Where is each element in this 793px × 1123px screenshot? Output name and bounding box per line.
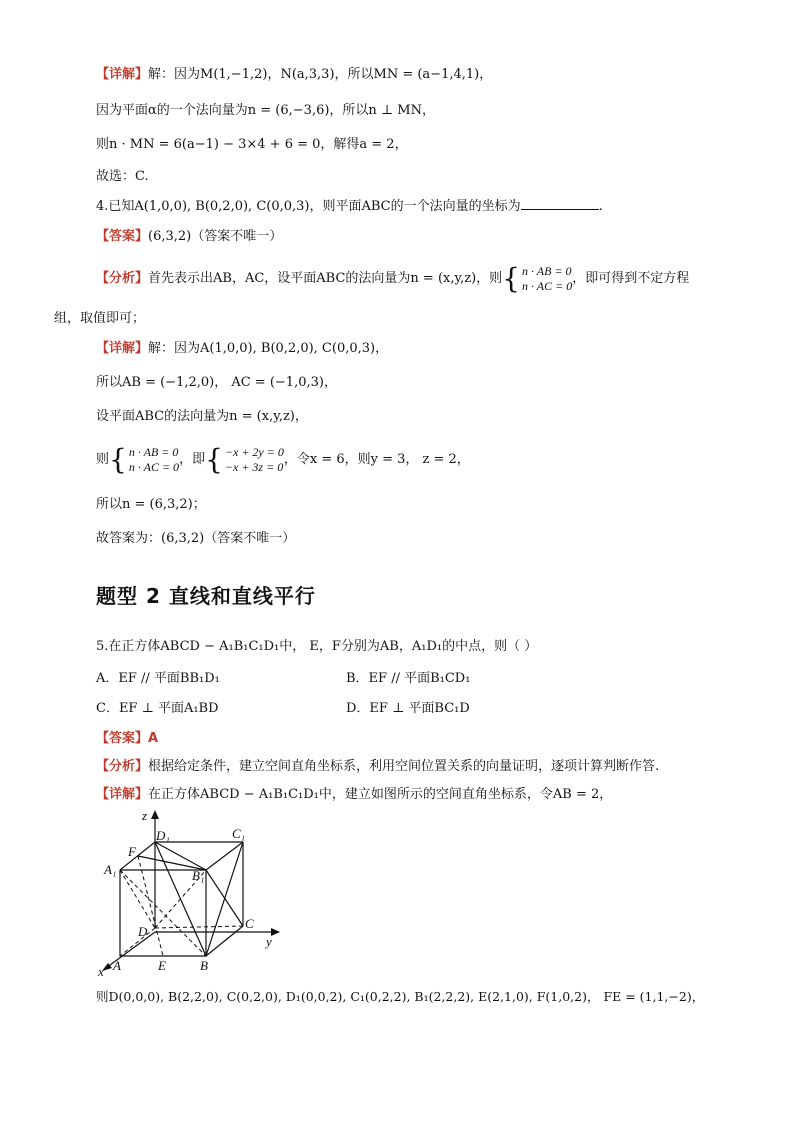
z-arrow bbox=[151, 810, 159, 819]
option-b: B．EF // 平面B₁CD₁ bbox=[346, 671, 471, 686]
answer-line bbox=[96, 730, 158, 748]
solution-line-3: 则n · MN = 6(a−1) − 3×4 + 6 = 0，解得a = 2， bbox=[96, 137, 408, 152]
label-e: E bbox=[158, 958, 166, 973]
detail-text: 在正方体ABCD − A₁B₁C₁D₁中，建立如图所示的空间直角坐标系，令AB = 2， bbox=[148, 787, 613, 802]
analysis-tail: ，即可得到不定方程 bbox=[572, 271, 690, 286]
answer-text: A bbox=[148, 731, 159, 746]
section-heading: 题型 2 直线和直线平行 bbox=[96, 584, 316, 608]
hidden-d-c bbox=[155, 926, 243, 928]
solution-text: 解：因为M(1,−1,2)，N(a,3,3)，所以MN = (a−1,4,1)， bbox=[148, 67, 493, 82]
edge-b1-c1 bbox=[206, 842, 243, 870]
label-d1: D₁ bbox=[156, 828, 170, 843]
edge-b-c bbox=[206, 926, 243, 956]
detail-text: ，即 bbox=[179, 452, 206, 467]
detail-text: ，令x = 6，则y = 3， z = 2， bbox=[283, 452, 470, 467]
equation-row: n · AC = 0 bbox=[522, 278, 573, 293]
equation-row: n · AB = 0 bbox=[128, 444, 179, 459]
analysis-wrap: 组，取值即可； bbox=[54, 311, 146, 326]
label-c1: C₁ bbox=[232, 826, 246, 841]
answer-text: (6,3,2)（答案不唯一） bbox=[148, 229, 283, 244]
label-z: z bbox=[142, 808, 148, 823]
question-4-text: 4.已知A(1,0,0), B(0,2,0), C(0,0,3)，则平面ABC的一个法向量的坐标为 bbox=[96, 199, 521, 214]
detail-line-1 bbox=[96, 340, 388, 358]
label-a: A bbox=[113, 958, 121, 973]
answer-blank bbox=[521, 196, 599, 210]
detail-text: 解：因为A(1,0,0), B(0,2,0), C(0,0,3)， bbox=[148, 341, 389, 356]
detail-tag: 【详解】 bbox=[96, 341, 149, 356]
solution-line-2: 因为平面α的一个法向量为n = (6,−3,6)，所以n ⊥ MN， bbox=[96, 103, 435, 118]
hidden-a1-d bbox=[120, 870, 155, 928]
equation-row: −x + 2y = 0 bbox=[224, 444, 284, 459]
analysis-tag: 【分析】 bbox=[96, 271, 149, 286]
label-x: x bbox=[98, 964, 104, 978]
label-d: D bbox=[138, 924, 148, 939]
equation-system: { −x + 2y = 0 −x + 3z = 0 bbox=[205, 442, 284, 476]
detail-line-5: 所以n = (6,3,2)； bbox=[96, 497, 206, 512]
coordinates-line: 则D(0,0,0), B(2,2,0), C(0,2,0), D₁(0,0,2), C₁(0,2,2), B₁(2,2,2), E(2,1,0), F(1,0,2)， FE = (1,1,−2)， bbox=[96, 989, 705, 1004]
equation-row: −x + 3z = 0 bbox=[224, 459, 284, 474]
diag-d1-b1 bbox=[155, 842, 206, 870]
label-b: B bbox=[200, 958, 208, 973]
equation-row: n · AC = 0 bbox=[128, 459, 180, 474]
equation-system: { n · AB = 0 n · AC = 0 bbox=[502, 261, 573, 295]
analysis-line bbox=[96, 758, 659, 776]
question-4-end: . bbox=[598, 199, 603, 214]
answer-tag: 【答案】 bbox=[96, 731, 149, 746]
detail-line-3: 设平面ABC的法向量为n = (x,y,z)， bbox=[96, 409, 308, 424]
option-c: C．EF ⊥ 平面A₁BD bbox=[96, 701, 219, 716]
diag-c1-b bbox=[206, 842, 243, 956]
analysis-line bbox=[96, 262, 689, 296]
label-f: F bbox=[128, 844, 136, 859]
detail-line bbox=[96, 786, 612, 804]
solution-line-1 bbox=[96, 66, 492, 84]
cube-figure bbox=[96, 808, 296, 978]
detail-line-2: 所以AB = (−1,2,0)， AC = (−1,0,3)， bbox=[96, 375, 337, 390]
option-a: A．EF // 平面BB₁D₁ bbox=[96, 671, 220, 686]
detail-line-4 bbox=[96, 442, 470, 478]
answer-line bbox=[96, 228, 282, 246]
equation-row: n · AB = 0 bbox=[522, 263, 572, 278]
question-5-stem: 5.在正方体ABCD − A₁B₁C₁D₁中， E，F分别为AB，A₁D₁的中点，则（ ） bbox=[96, 639, 538, 654]
solution-line-4: 故选：C. bbox=[96, 169, 149, 184]
question-4-stem bbox=[96, 196, 603, 216]
option-d: D．EF ⊥ 平面BC₁D bbox=[346, 701, 470, 716]
label-c: C bbox=[245, 916, 254, 931]
label-a1: A₁ bbox=[104, 862, 117, 877]
y-arrow bbox=[271, 928, 280, 936]
analysis-text: 首先表示出AB，AC，设平面ABC的法向量为n = (x,y,z)，则 bbox=[148, 271, 503, 286]
edge-a1-d1 bbox=[120, 842, 155, 870]
analysis-tag: 【分析】 bbox=[96, 759, 149, 774]
answer-tag: 【答案】 bbox=[96, 229, 149, 244]
equation-system: { n · AB = 0 n · AC = 0 bbox=[109, 442, 180, 476]
detail-text: 则 bbox=[96, 452, 110, 467]
detail-line-6: 故答案为：(6,3,2)（答案不唯一） bbox=[96, 531, 296, 546]
label-y: y bbox=[266, 934, 272, 949]
detail-tag: 【详解】 bbox=[96, 787, 149, 802]
detail-tag: 【详解】 bbox=[96, 67, 149, 82]
label-b1: B₁ bbox=[192, 868, 205, 883]
analysis-text: 根据给定条件，建立空间直角坐标系，利用空间位置关系的向量证明，逐项计算判断作答. bbox=[148, 759, 660, 774]
